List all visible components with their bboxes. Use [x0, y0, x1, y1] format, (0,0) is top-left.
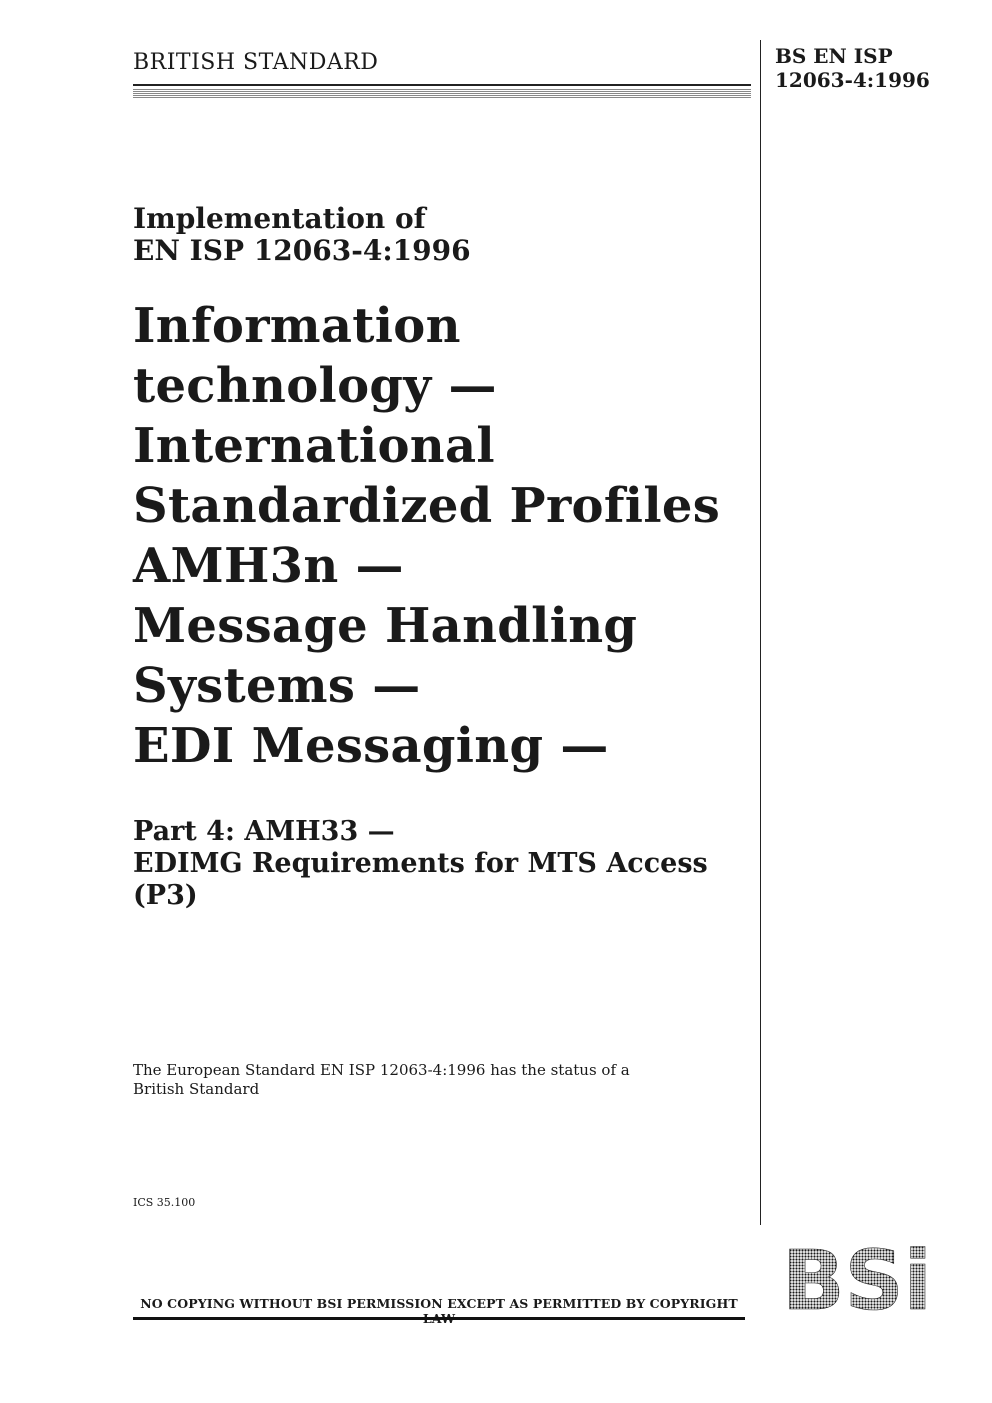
title-line: EDI Messaging — [133, 718, 609, 774]
title-line: Message Handling [133, 598, 638, 654]
ics-code: ICS 35.100 [133, 1196, 196, 1209]
title-line: AMH3n — [133, 538, 404, 594]
part-line: Part 4: AMH33 — [133, 816, 395, 847]
document-title [133, 296, 720, 776]
title-line: technology — [133, 358, 497, 414]
part-line: (P3) [133, 880, 198, 911]
title-line: Information [133, 298, 461, 354]
title-line: Standardized Profiles [133, 478, 721, 534]
bsi-logo [768, 1243, 946, 1319]
bsi-logo-text: BSi [782, 1243, 932, 1319]
copyright-notice: NO COPYING WITHOUT BSI PERMISSION EXCEPT AS PERMITTED BY COPYRIGHT [140, 1296, 738, 1311]
footer-rule [133, 1317, 745, 1320]
title-line: International [133, 418, 495, 474]
header-label: BRITISH STANDARD [133, 50, 379, 75]
part-line: EDIMG Requirements for MTS Access [133, 848, 708, 879]
implementation-line: EN ISP 12063-4:1996 [133, 234, 471, 267]
header-rule [133, 84, 751, 100]
standard-number [775, 44, 930, 92]
status-statement [133, 1061, 653, 1099]
standard-number-line: 12063-4:1996 [775, 68, 930, 92]
status-line: The European Standard EN ISP 12063-4:1996 has the status of a [133, 1061, 630, 1079]
vertical-divider [760, 40, 761, 1225]
title-line: Systems — [133, 658, 421, 714]
implementation-line: Implementation of [133, 202, 426, 235]
status-line: British Standard [133, 1080, 260, 1098]
implementation-statement [133, 203, 471, 267]
part-subtitle [133, 816, 708, 912]
standard-number-line: BS EN ISP [775, 44, 893, 68]
